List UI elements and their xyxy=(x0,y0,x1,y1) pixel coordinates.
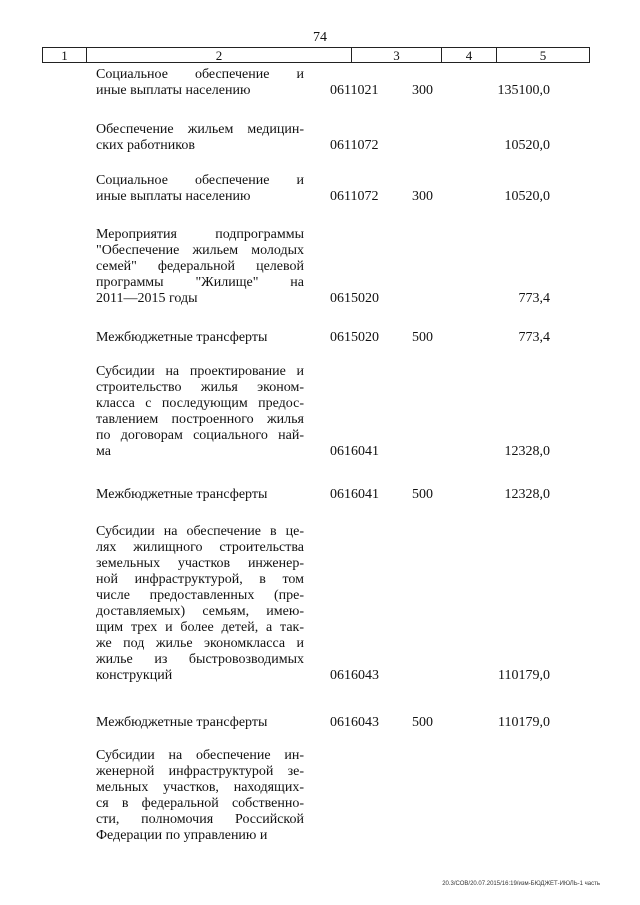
row-name-line: жилье из быстровозводимых xyxy=(96,652,304,667)
row-name-line: ной инфраструктурой, в том xyxy=(96,572,304,587)
row-name xyxy=(96,748,304,844)
row-amount: 10520,0 xyxy=(504,189,550,204)
column-header-1: 1 xyxy=(43,48,87,62)
row-code: 0611072 xyxy=(330,138,379,153)
row-amount: 12328,0 xyxy=(504,444,550,459)
row-name-line: Федерации по управлению и xyxy=(96,828,268,843)
row-amount: 110179,0 xyxy=(498,668,550,683)
row-name xyxy=(96,364,304,460)
row-code: 0616041 xyxy=(330,444,379,459)
row-amount: 10520,0 xyxy=(504,138,550,153)
column-header-3: 3 xyxy=(352,48,442,62)
row-name xyxy=(96,524,304,684)
row-name-line: "Обеспечение жильем молодых xyxy=(96,243,304,258)
row-name xyxy=(96,122,304,154)
row-name-line: женерной инфраструктурой зе- xyxy=(96,764,304,779)
row-name-line: мельных участков, находящих- xyxy=(96,780,304,795)
row-name-line: тавлением построенного жилья xyxy=(96,412,304,427)
row-name-line: Социальное обеспечение и xyxy=(96,173,304,188)
row-name-line: сти, полномочия Российской xyxy=(96,812,304,827)
row-name-line: числе предоставленных (пре- xyxy=(96,588,304,603)
row-name-line: конструкций xyxy=(96,668,173,683)
column-header-5: 5 xyxy=(539,48,547,63)
row-code: 0611072 xyxy=(330,189,379,204)
row-name-line: лях жилищного строительства xyxy=(96,540,304,555)
row-name-line: ских работников xyxy=(96,138,195,153)
row-amount: 110179,0 xyxy=(498,715,550,730)
row-name-line: ся в федеральной собственно- xyxy=(96,796,304,811)
row-code: 0616043 xyxy=(330,715,379,730)
row-expense-type: 500 xyxy=(412,487,433,502)
column-header-4: 4 xyxy=(442,48,497,62)
row-name-line: Межбюджетные трансферты xyxy=(96,330,268,345)
row-expense-type: 300 xyxy=(412,189,433,204)
row-name-line: земельных участков инженер- xyxy=(96,556,304,571)
row-name-line: семей" федеральной целевой xyxy=(96,259,304,274)
row-name-line: доставляемых) семьям, имею- xyxy=(96,604,304,619)
row-name xyxy=(96,715,304,731)
row-name xyxy=(96,330,304,346)
row-name-line: программы "Жилище" на xyxy=(96,275,304,290)
row-code: 0615020 xyxy=(330,291,379,306)
row-name-line: Субсидии на обеспечение ин- xyxy=(96,748,304,763)
document-footer: 20.3/СОВ/20.07.2015/16:19/изм-БЮДЖЕТ-ИЮЛЬ-1 часть xyxy=(442,881,600,887)
row-expense-type: 500 xyxy=(412,330,433,345)
row-name xyxy=(96,173,304,205)
row-amount: 12328,0 xyxy=(504,487,550,502)
row-name-line: Межбюджетные трансферты xyxy=(96,487,268,502)
page-number: 74 xyxy=(313,30,327,45)
row-name-line: по договорам социального най- xyxy=(96,428,304,443)
row-name-line: строительство жилья эконом- xyxy=(96,380,304,395)
row-code: 0611021 xyxy=(330,83,379,98)
column-header-2: 2 xyxy=(87,48,352,62)
row-name-line: Субсидии на проектирование и xyxy=(96,364,304,379)
row-name-line: Субсидии на обеспечение в це- xyxy=(96,524,304,539)
row-name xyxy=(96,487,304,503)
row-name-line: иные выплаты населению xyxy=(96,189,251,204)
row-name xyxy=(96,227,304,307)
row-name-line: Межбюджетные трансферты xyxy=(96,715,268,730)
row-name-line: ма xyxy=(96,444,111,459)
row-name-line: Обеспечение жильем медицин- xyxy=(96,122,304,137)
row-name-line: же под жилье экономкласса и xyxy=(96,636,304,651)
row-name-line: щим трех и более детей, а так- xyxy=(96,620,304,635)
row-name-line: иные выплаты населению xyxy=(96,83,251,98)
row-name-line: 2011—2015 годы xyxy=(96,291,198,306)
row-code: 0615020 xyxy=(330,330,379,345)
row-name-line: класса с последующим предос- xyxy=(96,396,304,411)
row-expense-type: 500 xyxy=(412,715,433,730)
row-amount: 773,4 xyxy=(518,291,550,306)
row-code: 0616043 xyxy=(330,668,379,683)
row-expense-type: 300 xyxy=(412,83,433,98)
row-code: 0616041 xyxy=(330,487,379,502)
column-header-row xyxy=(42,47,590,63)
row-name-line: Мероприятия подпрограммы xyxy=(96,227,304,242)
row-amount: 773,4 xyxy=(518,330,550,345)
row-amount: 135100,0 xyxy=(497,83,550,98)
row-name xyxy=(96,67,304,99)
row-name-line: Социальное обеспечение и xyxy=(96,67,304,82)
